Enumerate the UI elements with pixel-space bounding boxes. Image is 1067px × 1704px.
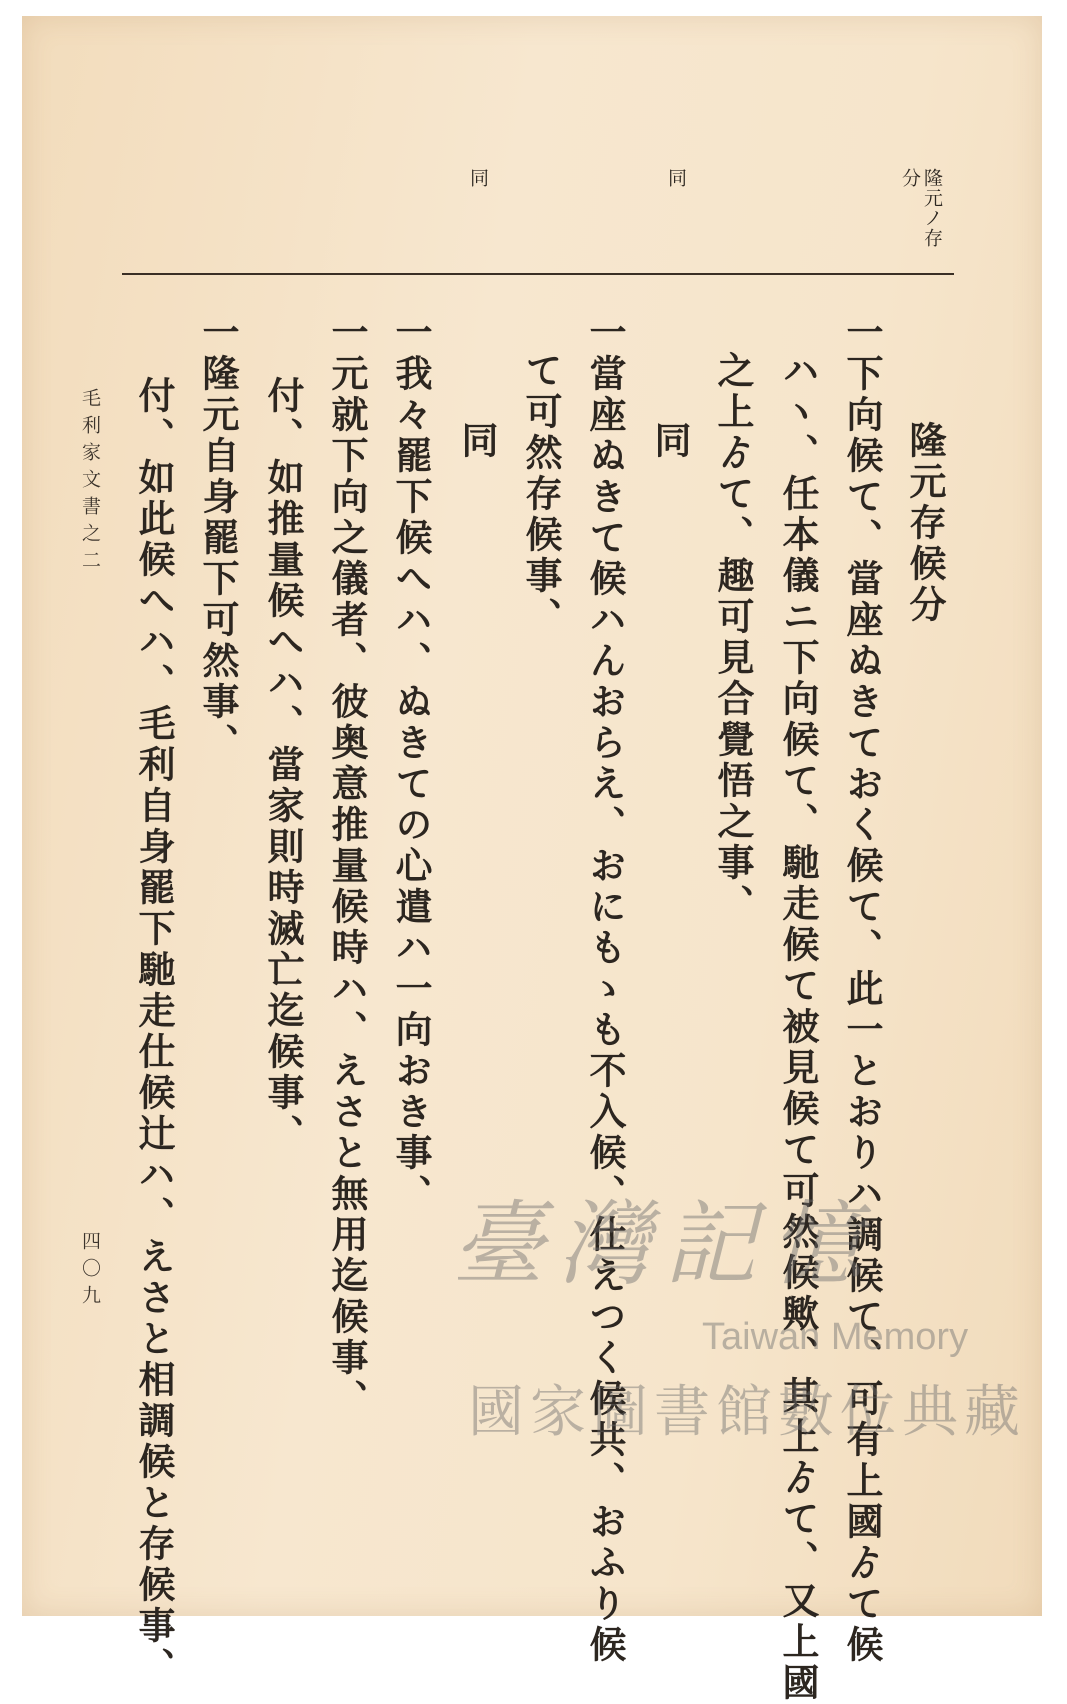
body-column: 一元就下向之儀者、彼奥意推量候時ハ、えさと無用迄候事、 [325, 313, 369, 1420]
body-column: 一當座ぬきて候ハんおらえ、おにもゝも不入候、仕えつく候共、おふり候 [583, 313, 627, 1666]
book-title-footer: 毛利家文書之二 [79, 388, 101, 577]
header-divider [122, 273, 954, 275]
body-column: 一隆元自身罷下可然事、 [196, 313, 240, 764]
watermark-english: Taiwan Memory [702, 1316, 969, 1358]
body-column: 隆元存候分 [903, 421, 947, 626]
body-column: 付、如推量候へハ、當家則時滅亡迄候事、 [261, 376, 305, 1155]
page-number: 四〇九 [79, 1231, 101, 1312]
watermark-calligraphy: 臺灣記憶 [452, 1191, 877, 1298]
body-column: て可然存候事、 [519, 351, 563, 638]
book-page [22, 16, 1042, 1704]
body-column: ハヽ、任本儀ニ下向候て、馳走候て被見候て可然候歟、其上ゟて、又上國 [776, 351, 820, 1704]
watermark-institution: 國家圖書館數位典藏 [468, 1380, 1026, 1445]
header-col-3: 同 [467, 168, 489, 187]
header-col-2: 同 [665, 168, 687, 187]
body-column: 付、如此候へハ、毛利自身罷下馳走仕候辻ハ、えさと相調候と存候事、 [132, 376, 176, 1688]
header-title: 隆元ノ存 [921, 168, 943, 248]
body-column: 同 [455, 421, 499, 462]
body-column: 之上ゟて、趣可見合覺悟之事、 [711, 351, 755, 925]
header-title-continuation: 分 [899, 168, 921, 187]
body-column: 一我々罷下候へハ、ぬきての心遣ハ一向おき事、 [389, 313, 433, 1215]
body-column: 同 [648, 421, 692, 462]
body-column: 一下向候て、當座ぬきておく候て、此一とおりハ調候て、可有上國ゟて候 [840, 313, 884, 1666]
